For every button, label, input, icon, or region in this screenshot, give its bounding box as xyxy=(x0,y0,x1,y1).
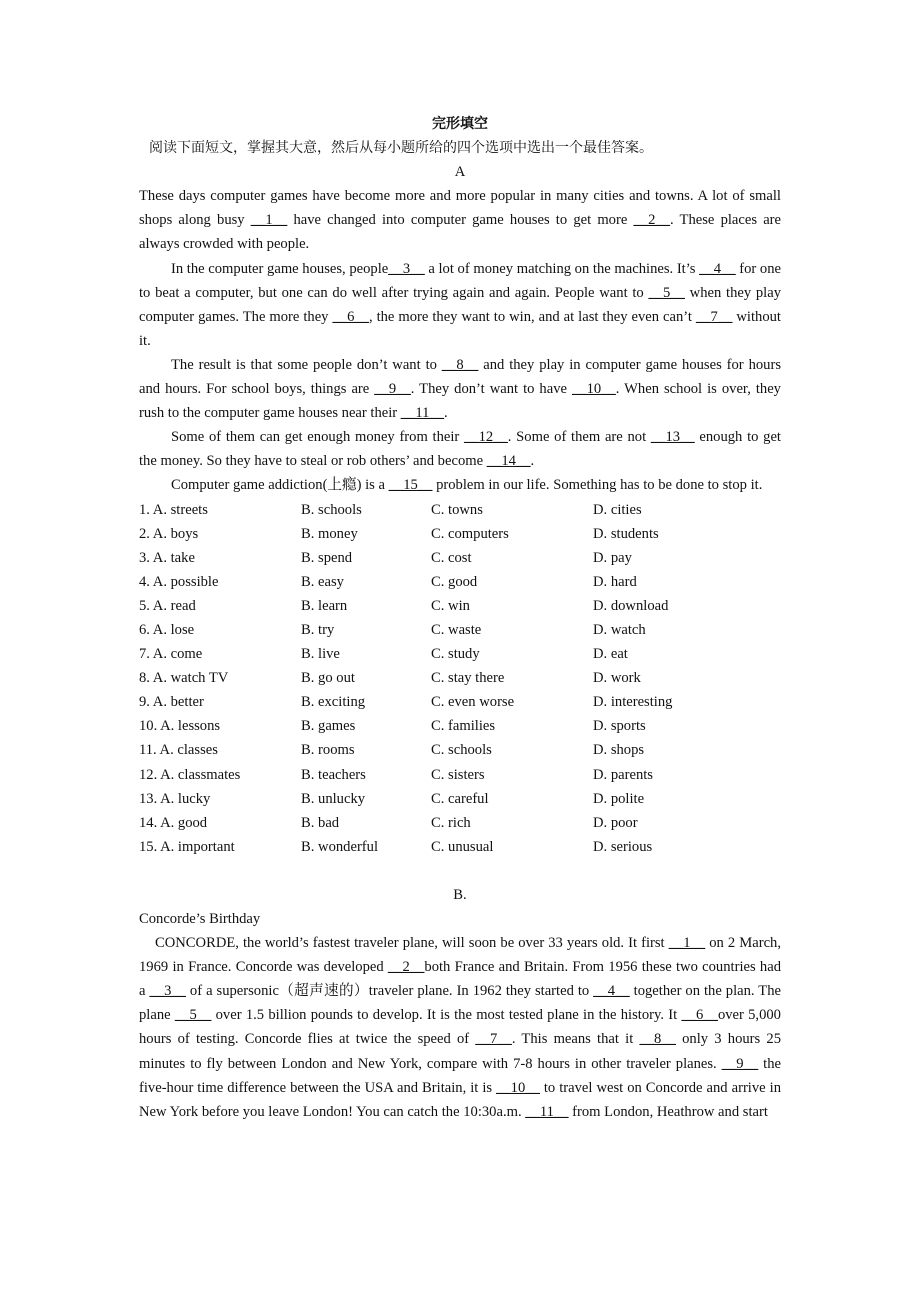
option-b: B. live xyxy=(301,646,340,663)
blank: __7__ xyxy=(695,308,733,325)
option-d: D. students xyxy=(593,525,659,542)
option-d: D. cities xyxy=(593,501,642,518)
section-a-paragraph-4: Some of them can get enough money from their __12__. Some of them are not __13__ enough to get the money. So they have to steal or rob others’ and become __14__. xyxy=(139,429,781,470)
option-d: D. shops xyxy=(593,742,645,759)
section-a-label: A xyxy=(454,164,466,181)
blank: __13__ xyxy=(650,429,695,446)
section-a-paragraph-2: In the computer game houses, people__3__ a lot of money matching on the machines. It’s __4__ for one to beat a computer, but one can do well after trying again and again. People want to __5__ when they play computer games. The more they __6__, the more they want to win, and at last they even can’t __7__ without it. xyxy=(139,260,782,349)
option-a: 9. A. better xyxy=(139,694,204,711)
option-b: B. unlucky xyxy=(301,790,366,807)
blank: __8__ xyxy=(441,356,479,373)
option-b: B. money xyxy=(301,525,358,542)
option-row xyxy=(139,642,781,666)
option-d: D. sports xyxy=(593,718,646,735)
blank: __14__ xyxy=(486,453,531,470)
section-a-paragraph-5: Computer game addiction(上瘾) is a __15__ problem in our life. Something has to be done to stop it. xyxy=(171,477,763,494)
option-c: C. study xyxy=(431,646,480,663)
option-a: 3. A. take xyxy=(139,549,195,566)
options-list xyxy=(139,498,781,859)
option-c: C. rich xyxy=(431,814,471,831)
option-b: B. schools xyxy=(301,501,362,518)
option-row xyxy=(139,787,781,811)
option-a: 2. A. boys xyxy=(139,525,199,542)
blank: __4__ xyxy=(699,260,736,277)
option-a: 10. A. lessons xyxy=(139,718,221,735)
blank: __10__ xyxy=(571,381,616,398)
blank: __7__ xyxy=(475,1031,512,1048)
option-d: D. watch xyxy=(593,621,646,638)
option-d: D. poor xyxy=(593,814,638,831)
option-b: B. easy xyxy=(301,573,344,590)
blank: __12__ xyxy=(464,429,508,446)
option-c: C. careful xyxy=(431,790,489,807)
option-row xyxy=(139,811,781,835)
blank: __1__ xyxy=(668,935,706,952)
option-row xyxy=(139,522,781,546)
option-row xyxy=(139,666,781,690)
option-c: C. sisters xyxy=(431,766,485,783)
blank: __4__ xyxy=(593,983,630,1000)
section-b-heading: Concorde’s Birthday xyxy=(139,911,261,927)
blank: __8__ xyxy=(639,1031,676,1048)
blank: __2__ xyxy=(633,212,670,229)
option-d: D. serious xyxy=(593,838,653,855)
option-b: B. try xyxy=(301,621,335,638)
option-a: 1. A. streets xyxy=(139,501,208,518)
option-b: B. rooms xyxy=(301,742,355,759)
section-a-paragraph-1: These days computer games have become more and more popular in many cities and towns. A lot of small shops along busy __1__ have changed into computer game houses to get more __2__. These places are always crowded with people. xyxy=(139,188,782,253)
blank: __2__ xyxy=(387,959,425,976)
option-b: B. teachers xyxy=(301,766,366,783)
option-row xyxy=(139,570,781,594)
page-title: 完形填空 xyxy=(432,116,488,132)
section-a-paragraph-3: The result is that some people don’t want to __8__ and they play in computer game houses for hours and hours. For school boys, things are __9__. They don’t want to have __10__. When school is over, they rush to the computer game houses near their __11__. xyxy=(139,356,781,422)
option-a: 8. A. watch TV xyxy=(139,670,229,687)
option-b: B. learn xyxy=(301,597,348,614)
blank: __10__ xyxy=(496,1079,540,1096)
option-a: 12. A. classmates xyxy=(139,766,241,783)
option-d: D. work xyxy=(593,670,641,687)
option-d: D. hard xyxy=(593,573,637,590)
option-b: B. wonderful xyxy=(301,838,379,855)
blank: __5__ xyxy=(174,1007,212,1024)
section-b-label: B. xyxy=(453,886,467,903)
option-b: B. spend xyxy=(301,549,353,566)
option-d: D. interesting xyxy=(593,694,673,711)
option-d: D. eat xyxy=(593,646,628,663)
blank: __1__ xyxy=(250,212,288,229)
option-d: D. pay xyxy=(593,549,632,566)
option-row xyxy=(139,594,781,618)
option-c: C. win xyxy=(431,597,470,614)
option-a: 15. A. important xyxy=(139,838,235,855)
option-a: 4. A. possible xyxy=(139,573,219,590)
blank: __6__ xyxy=(681,1007,718,1024)
option-row xyxy=(139,546,781,570)
option-row xyxy=(139,690,781,714)
option-a: 11. A. classes xyxy=(139,742,218,759)
blank: __3__ xyxy=(388,260,425,277)
option-a: 6. A. lose xyxy=(139,621,195,638)
option-a: 5. A. read xyxy=(139,597,196,614)
blank: __9__ xyxy=(721,1055,759,1072)
option-b: B. bad xyxy=(301,814,340,831)
option-b: B. exciting xyxy=(301,694,366,711)
option-a: 14. A. good xyxy=(139,814,208,831)
option-c: C. computers xyxy=(431,525,509,542)
option-c: C. cost xyxy=(431,549,472,566)
option-row xyxy=(139,763,781,787)
option-c: C. unusual xyxy=(431,838,494,855)
blank: __11__ xyxy=(525,1103,569,1120)
option-a: 13. A. lucky xyxy=(139,790,211,807)
option-c: C. waste xyxy=(431,621,482,638)
blank: __6__ xyxy=(332,308,369,325)
blank: __5__ xyxy=(648,284,685,301)
instruction: 阅读下面短文，掌握其大意，然后从每小题所给的四个选项中选出一个最佳答案。 xyxy=(149,140,653,157)
option-b: B. go out xyxy=(301,670,355,687)
option-d: D. download xyxy=(593,597,669,614)
option-c: C. schools xyxy=(431,742,492,759)
option-c: C. good xyxy=(431,573,478,590)
blank: __3__ xyxy=(149,983,186,1000)
blank: __11__ xyxy=(400,405,445,422)
option-c: C. even worse xyxy=(431,694,515,711)
option-a: 7. A. come xyxy=(139,646,203,663)
option-d: D. polite xyxy=(593,790,645,807)
option-b: B. games xyxy=(301,718,356,735)
option-c: C. families xyxy=(431,718,496,735)
option-row xyxy=(139,714,781,738)
option-row xyxy=(139,835,781,859)
blank: __9__ xyxy=(374,381,411,398)
blank: __15__ xyxy=(388,477,433,494)
option-row xyxy=(139,618,781,642)
option-c: C. stay there xyxy=(431,670,505,687)
option-row xyxy=(139,498,781,522)
document-page xyxy=(139,112,781,1124)
option-c: C. towns xyxy=(431,501,483,518)
section-b-paragraph-1: CONCORDE, the world’s fastest traveler plane, will soon be over 33 years old. It first __1__ on 2 March, 1969 in France. Concorde was developed __2__both France and Britain. From 1956 these two countries had a __3__ of a supersonic（超声速的）traveler plane. In 1962 they started to __4__ together on the plan. The plane __5__ over 1.5 billion pounds to develop. It is the most tested plane in the history. It __6__over 5,000 hours of testing. Concorde flies at twice the speed of __7__. This means that it __8__ only 3 hours 25 minutes to fly between London and New York, compare with 7-8 hours in other traveler planes. __9__ the five-hour time difference between the USA and Britain, it is __10__ to travel west on Concorde and arrive in New York before you leave London! You can catch the 10:30a.m. __11__ from London, Heathrow and start xyxy=(139,935,782,1120)
option-d: D. parents xyxy=(593,766,653,783)
option-row xyxy=(139,738,781,762)
